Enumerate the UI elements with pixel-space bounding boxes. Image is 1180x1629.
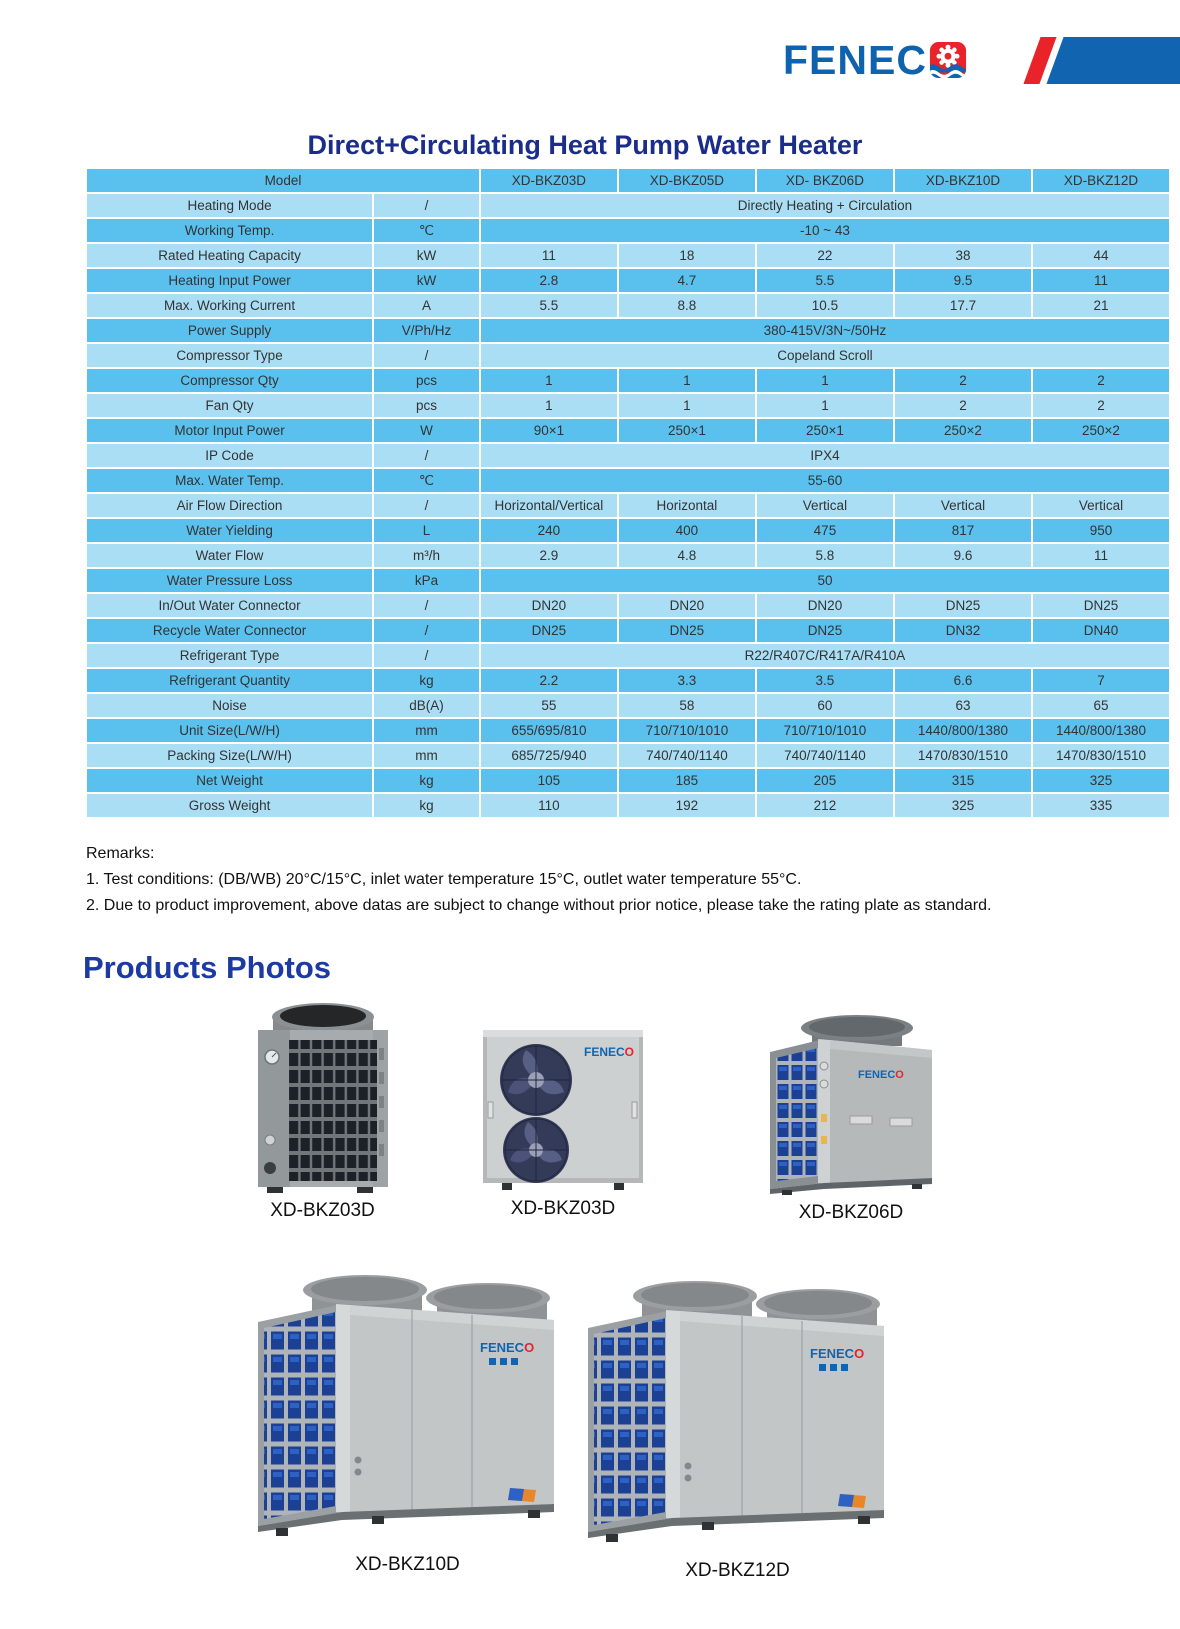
spec-cell-label: Fan Qty: [87, 394, 372, 417]
spec-cell-span: IPX4: [481, 444, 1169, 467]
spec-cell-label: Motor Input Power: [87, 419, 372, 442]
remark-line-1: 1. Test conditions: (DB/WB) 20°C/15°C, inlet water temperature 15°C, outlet water temperature 55°C.: [86, 871, 802, 888]
spec-cell-span: Directly Heating + Circulation: [481, 194, 1169, 217]
spec-cell-value: 10.5: [757, 294, 893, 317]
spec-cell-value: 5.5: [757, 269, 893, 292]
spec-cell-value: 1: [619, 369, 755, 392]
spec-table-body: [87, 169, 1169, 817]
spec-row: [87, 469, 1169, 492]
spec-cell-label: Water Yielding: [87, 519, 372, 542]
spec-cell-label: Air Flow Direction: [87, 494, 372, 517]
product-photo-figure: [478, 1026, 648, 1220]
feneco-o-gear-wave-icon: [929, 41, 967, 79]
heat-pump-photo-large-two-fans: [252, 1260, 564, 1548]
product-photo-figure: [245, 1000, 400, 1222]
spec-row: [87, 394, 1169, 417]
spec-header-row: [87, 169, 1169, 192]
spec-cell-label: Rated Heating Capacity: [87, 244, 372, 267]
spec-cell-value: 250×1: [757, 419, 893, 442]
spec-cell-value: 205: [757, 769, 893, 792]
spec-cell-label: Refrigerant Type: [87, 644, 372, 667]
spec-cell-label: In/Out Water Connector: [87, 594, 372, 617]
spec-row: [87, 569, 1169, 592]
spec-cell-value: 212: [757, 794, 893, 817]
model-name-cell: XD-BKZ12D: [1033, 169, 1169, 192]
spec-cell-value: 2.9: [481, 544, 617, 567]
photo-caption: XD-BKZ03D: [270, 1200, 375, 1221]
spec-cell-value: 63: [895, 694, 1031, 717]
spec-cell-unit: /: [374, 494, 479, 517]
spec-cell-span: Copeland Scroll: [481, 344, 1169, 367]
spec-cell-span: R22/R407C/R417A/R410A: [481, 644, 1169, 667]
model-name-cell: XD- BKZ06D: [757, 169, 893, 192]
spec-cell-unit: kW: [374, 269, 479, 292]
fan-icon: [500, 1044, 572, 1116]
spec-cell-value: 185: [619, 769, 755, 792]
spec-cell-unit: dB(A): [374, 694, 479, 717]
page-title: Direct+Circulating Heat Pump Water Heater: [307, 130, 863, 160]
spec-cell-value: 710/710/1010: [757, 719, 893, 742]
spec-cell-value: 3.3: [619, 669, 755, 692]
spec-row: [87, 544, 1169, 567]
spec-cell-value: 2: [1033, 369, 1169, 392]
remarks-block: [86, 841, 991, 919]
spec-cell-value: 2: [1033, 394, 1169, 417]
spec-cell-unit: V/Ph/Hz: [374, 319, 479, 342]
spec-cell-value: Vertical: [895, 494, 1031, 517]
spec-cell-value: DN25: [619, 619, 755, 642]
spec-cell-value: 192: [619, 794, 755, 817]
spec-cell-value: 58: [619, 694, 755, 717]
spec-cell-value: 1: [619, 394, 755, 417]
spec-cell-unit: L: [374, 519, 479, 542]
spec-cell-value: 335: [1033, 794, 1169, 817]
spec-row: [87, 269, 1169, 292]
product-photo-figure: [250, 1260, 565, 1576]
spec-cell-value: 250×1: [619, 419, 755, 442]
spec-cell-span: 50: [481, 569, 1169, 592]
spec-cell-value: 950: [1033, 519, 1169, 542]
feneco-logo-on-unit: FENECO: [584, 1045, 635, 1059]
spec-cell-value: 1: [481, 369, 617, 392]
spec-cell-unit: /: [374, 619, 479, 642]
spec-cell-value: 1: [757, 394, 893, 417]
spec-cell-label: Compressor Type: [87, 344, 372, 367]
spec-cell-value: 9.5: [895, 269, 1031, 292]
spec-cell-value: 1440/800/1380: [1033, 719, 1169, 742]
spec-cell-unit: mm: [374, 744, 479, 767]
spec-cell-unit: /: [374, 644, 479, 667]
spec-cell-value: 400: [619, 519, 755, 542]
spec-cell-value: DN25: [757, 619, 893, 642]
spec-cell-span: 55-60: [481, 469, 1169, 492]
product-photo-figure: [760, 1006, 942, 1224]
photo-caption: XD-BKZ10D: [355, 1554, 460, 1575]
spec-cell-value: 55: [481, 694, 617, 717]
spec-cell-value: 8.8: [619, 294, 755, 317]
spec-cell-value: 315: [895, 769, 1031, 792]
spec-row: [87, 719, 1169, 742]
spec-cell-value: 7: [1033, 669, 1169, 692]
spec-cell-label: Unit Size(L/W/H): [87, 719, 372, 742]
spec-cell-value: DN25: [895, 594, 1031, 617]
spec-row: [87, 644, 1169, 667]
spec-cell-label: Heating Input Power: [87, 269, 372, 292]
photo-caption: XD-BKZ06D: [798, 1202, 904, 1223]
spec-cell-unit: pcs: [374, 394, 479, 417]
spec-cell-value: 250×2: [895, 419, 1031, 442]
spec-table: [85, 167, 1171, 819]
spec-cell-unit: kW: [374, 244, 479, 267]
fan-icon: [503, 1117, 569, 1183]
spec-cell-value: 90×1: [481, 419, 617, 442]
spec-cell-unit: m³/h: [374, 544, 479, 567]
spec-cell-value: 105: [481, 769, 617, 792]
spec-cell-value: 2: [895, 369, 1031, 392]
spec-cell-value: DN20: [481, 594, 617, 617]
spec-cell-unit: kg: [374, 669, 479, 692]
spec-cell-value: 11: [481, 244, 617, 267]
model-header-cell: Model: [87, 169, 479, 192]
spec-cell-value: 325: [1033, 769, 1169, 792]
feneco-logo-text: FENEC: [783, 37, 927, 83]
spec-cell-unit: /: [374, 344, 479, 367]
spec-cell-value: 38: [895, 244, 1031, 267]
spec-cell-label: Max. Water Temp.: [87, 469, 372, 492]
spec-cell-value: DN25: [481, 619, 617, 642]
spec-cell-label: Net Weight: [87, 769, 372, 792]
spec-cell-value: 250×2: [1033, 419, 1169, 442]
spec-cell-value: DN25: [1033, 594, 1169, 617]
spec-cell-value: 655/695/810: [481, 719, 617, 742]
model-name-cell: XD-BKZ03D: [481, 169, 617, 192]
spec-cell-value: 2.2: [481, 669, 617, 692]
chinese-subtext-decor: [819, 1364, 848, 1371]
spec-cell-label: Water Flow: [87, 544, 372, 567]
spec-cell-unit: kg: [374, 769, 479, 792]
spec-cell-value: Horizontal: [619, 494, 755, 517]
spec-cell-value: 740/740/1140: [619, 744, 755, 767]
spec-cell-value: DN40: [1033, 619, 1169, 642]
spec-cell-value: 2: [895, 394, 1031, 417]
spec-cell-value: 685/725/940: [481, 744, 617, 767]
spec-cell-value: 1440/800/1380: [895, 719, 1031, 742]
spec-row: [87, 244, 1169, 267]
spec-cell-value: Vertical: [1033, 494, 1169, 517]
feneco-logo: [783, 37, 967, 83]
spec-cell-value: 5.5: [481, 294, 617, 317]
spec-row: [87, 419, 1169, 442]
spec-cell-value: 4.7: [619, 269, 755, 292]
spec-cell-value: 4.8: [619, 544, 755, 567]
spec-cell-label: Noise: [87, 694, 372, 717]
spec-cell-label: Water Pressure Loss: [87, 569, 372, 592]
spec-cell-unit: A: [374, 294, 479, 317]
heat-pump-photo-large-two-fans: [582, 1266, 894, 1554]
spec-cell-unit: kg: [374, 794, 479, 817]
chinese-subtext-decor: [489, 1358, 518, 1365]
spec-row: [87, 369, 1169, 392]
spec-cell-value: 325: [895, 794, 1031, 817]
spec-row: [87, 594, 1169, 617]
spec-cell-value: 60: [757, 694, 893, 717]
remark-line-2: 2. Due to product improvement, above datas are subject to change without prior notice, please take the rating plate as standard.: [86, 897, 992, 914]
spec-cell-value: 1: [757, 369, 893, 392]
model-name-cell: XD-BKZ10D: [895, 169, 1031, 192]
spec-cell-unit: W: [374, 419, 479, 442]
product-photo-figure: [580, 1266, 895, 1582]
spec-cell-value: 1470/830/1510: [895, 744, 1031, 767]
feneco-logo-on-unit: FENECO: [809, 1346, 864, 1361]
spec-cell-value: 2.8: [481, 269, 617, 292]
spec-row: [87, 694, 1169, 717]
spec-cell-value: 65: [1033, 694, 1169, 717]
spec-cell-unit: ℃: [374, 469, 479, 492]
spec-cell-unit: pcs: [374, 369, 479, 392]
spec-row: [87, 344, 1169, 367]
spec-cell-value: DN20: [757, 594, 893, 617]
spec-cell-value: 475: [757, 519, 893, 542]
heat-pump-photo-angled: [762, 1006, 940, 1196]
feneco-logo-on-unit: FENECO: [479, 1340, 534, 1355]
spec-cell-label: IP Code: [87, 444, 372, 467]
products-photos-heading: Products Photos: [83, 950, 332, 985]
spec-cell-label: Compressor Qty: [87, 369, 372, 392]
photo-caption: XD-BKZ03D: [510, 1198, 616, 1219]
spec-cell-value: 710/710/1010: [619, 719, 755, 742]
spec-cell-value: 5.8: [757, 544, 893, 567]
spec-row: [87, 294, 1169, 317]
spec-cell-span: 380-415V/3N~/50Hz: [481, 319, 1169, 342]
feneco-logo-on-unit: FENECO: [858, 1069, 904, 1081]
remarks-title: Remarks:: [86, 845, 155, 862]
spec-cell-value: 17.7: [895, 294, 1031, 317]
spec-row: [87, 519, 1169, 542]
spec-cell-value: Vertical: [757, 494, 893, 517]
spec-cell-value: 9.6: [895, 544, 1031, 567]
spec-cell-value: 11: [1033, 269, 1169, 292]
heat-pump-photo-two-fans: [480, 1026, 646, 1192]
spec-cell-value: 3.5: [757, 669, 893, 692]
spec-cell-unit: kPa: [374, 569, 479, 592]
spec-cell-label: Packing Size(L/W/H): [87, 744, 372, 767]
spec-cell-value: 1: [481, 394, 617, 417]
spec-cell-value: 110: [481, 794, 617, 817]
spec-cell-label: Gross Weight: [87, 794, 372, 817]
spec-cell-value: 11: [1033, 544, 1169, 567]
spec-row: [87, 619, 1169, 642]
spec-cell-value: 22: [757, 244, 893, 267]
spec-cell-unit: ℃: [374, 219, 479, 242]
spec-cell-value: DN20: [619, 594, 755, 617]
spec-cell-value: DN32: [895, 619, 1031, 642]
spec-cell-label: Max. Working Current: [87, 294, 372, 317]
spec-row: [87, 669, 1169, 692]
spec-row: [87, 769, 1169, 792]
spec-cell-unit: /: [374, 444, 479, 467]
spec-cell-label: Working Temp.: [87, 219, 372, 242]
spec-cell-value: 1470/830/1510: [1033, 744, 1169, 767]
spec-row: [87, 219, 1169, 242]
pressure-gauge-icon: [265, 1050, 279, 1064]
spec-row: [87, 194, 1169, 217]
spec-row: [87, 794, 1169, 817]
spec-cell-unit: /: [374, 194, 479, 217]
spec-cell-value: 240: [481, 519, 617, 542]
spec-row: [87, 444, 1169, 467]
spec-cell-value: 44: [1033, 244, 1169, 267]
spec-row: [87, 494, 1169, 517]
spec-cell-unit: /: [374, 594, 479, 617]
spec-cell-value: 740/740/1140: [757, 744, 893, 767]
spec-row: [87, 744, 1169, 767]
spec-cell-label: Heating Mode: [87, 194, 372, 217]
spec-cell-label: Power Supply: [87, 319, 372, 342]
spec-cell-value: 817: [895, 519, 1031, 542]
heat-pump-photo-front-dark: [253, 1000, 393, 1194]
spec-cell-span: -10 ~ 43: [481, 219, 1169, 242]
spec-cell-label: Refrigerant Quantity: [87, 669, 372, 692]
spec-cell-value: 6.6: [895, 669, 1031, 692]
spec-cell-value: 18: [619, 244, 755, 267]
spec-cell-label: Recycle Water Connector: [87, 619, 372, 642]
blue-band-decor: [1046, 37, 1180, 84]
spec-cell-value: Horizontal/Vertical: [481, 494, 617, 517]
spec-cell-unit: mm: [374, 719, 479, 742]
spec-cell-value: 21: [1033, 294, 1169, 317]
model-name-cell: XD-BKZ05D: [619, 169, 755, 192]
spec-row: [87, 319, 1169, 342]
photo-caption: XD-BKZ12D: [685, 1560, 790, 1581]
